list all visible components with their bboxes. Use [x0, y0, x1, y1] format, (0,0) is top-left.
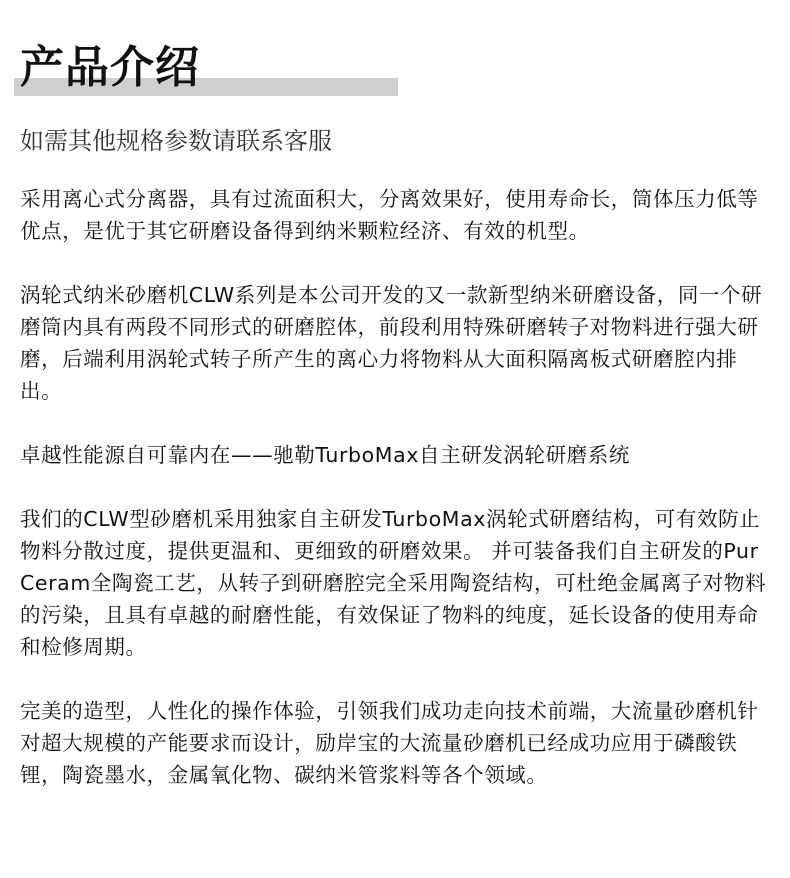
paragraph-design-applications: 完美的造型，人性化的操作体验，引领我们成功走向技术前端，大流量砂磨机针对超大规模的产能要求而设计，励岸宝的大流量砂磨机已经成功应用于磷酸铁锂，陶瓷墨水，金属氧化物、碳纳米管浆料等各个领域。: [20, 699, 759, 787]
paragraph-separator-advantages: 采用离心式分离器，具有过流面积大，分离效果好，使用寿命长，筒体压力低等优点，是优于其它研磨设备得到纳米颗粒经济、有效的机型。: [20, 187, 759, 243]
page-title-block: [14, 42, 398, 98]
page-title: 产品介绍: [20, 42, 200, 93]
paragraph-turbomax-details: 我们的CLW型砂磨机采用独家自主研发TurboMax涡轮式研磨结构，可有效防止物料分散过度，提供更温和、更细致的研磨效果。 并可装备我们自主研发的PurCeram全陶瓷工艺，从转子到研磨腔完全采用陶瓷结构，可杜绝金属离子对物料的污染，且具有卓越的耐磨性能，有效保证了物料的纯度，延长设备的使用寿命和检修周期。: [20, 507, 767, 659]
paragraph-clw-series-intro: 涡轮式纳米砂磨机CLW系列是本公司开发的又一款新型纳米研磨设备，同一个研磨筒内具有两段不同形式的研磨腔体，前段利用特殊研磨转子对物料进行强大研磨，后端利用涡轮式转子所产生的离心力将物料从大面积隔离板式研磨腔内排出。: [20, 283, 763, 403]
product-description: [20, 183, 772, 823]
paragraph-turbomax-headline: 卓越性能源自可靠内在——驰勒TurboMax自主研发涡轮研磨系统: [20, 443, 630, 467]
page-subtitle: 如需其他规格参数请联系客服: [20, 127, 332, 155]
